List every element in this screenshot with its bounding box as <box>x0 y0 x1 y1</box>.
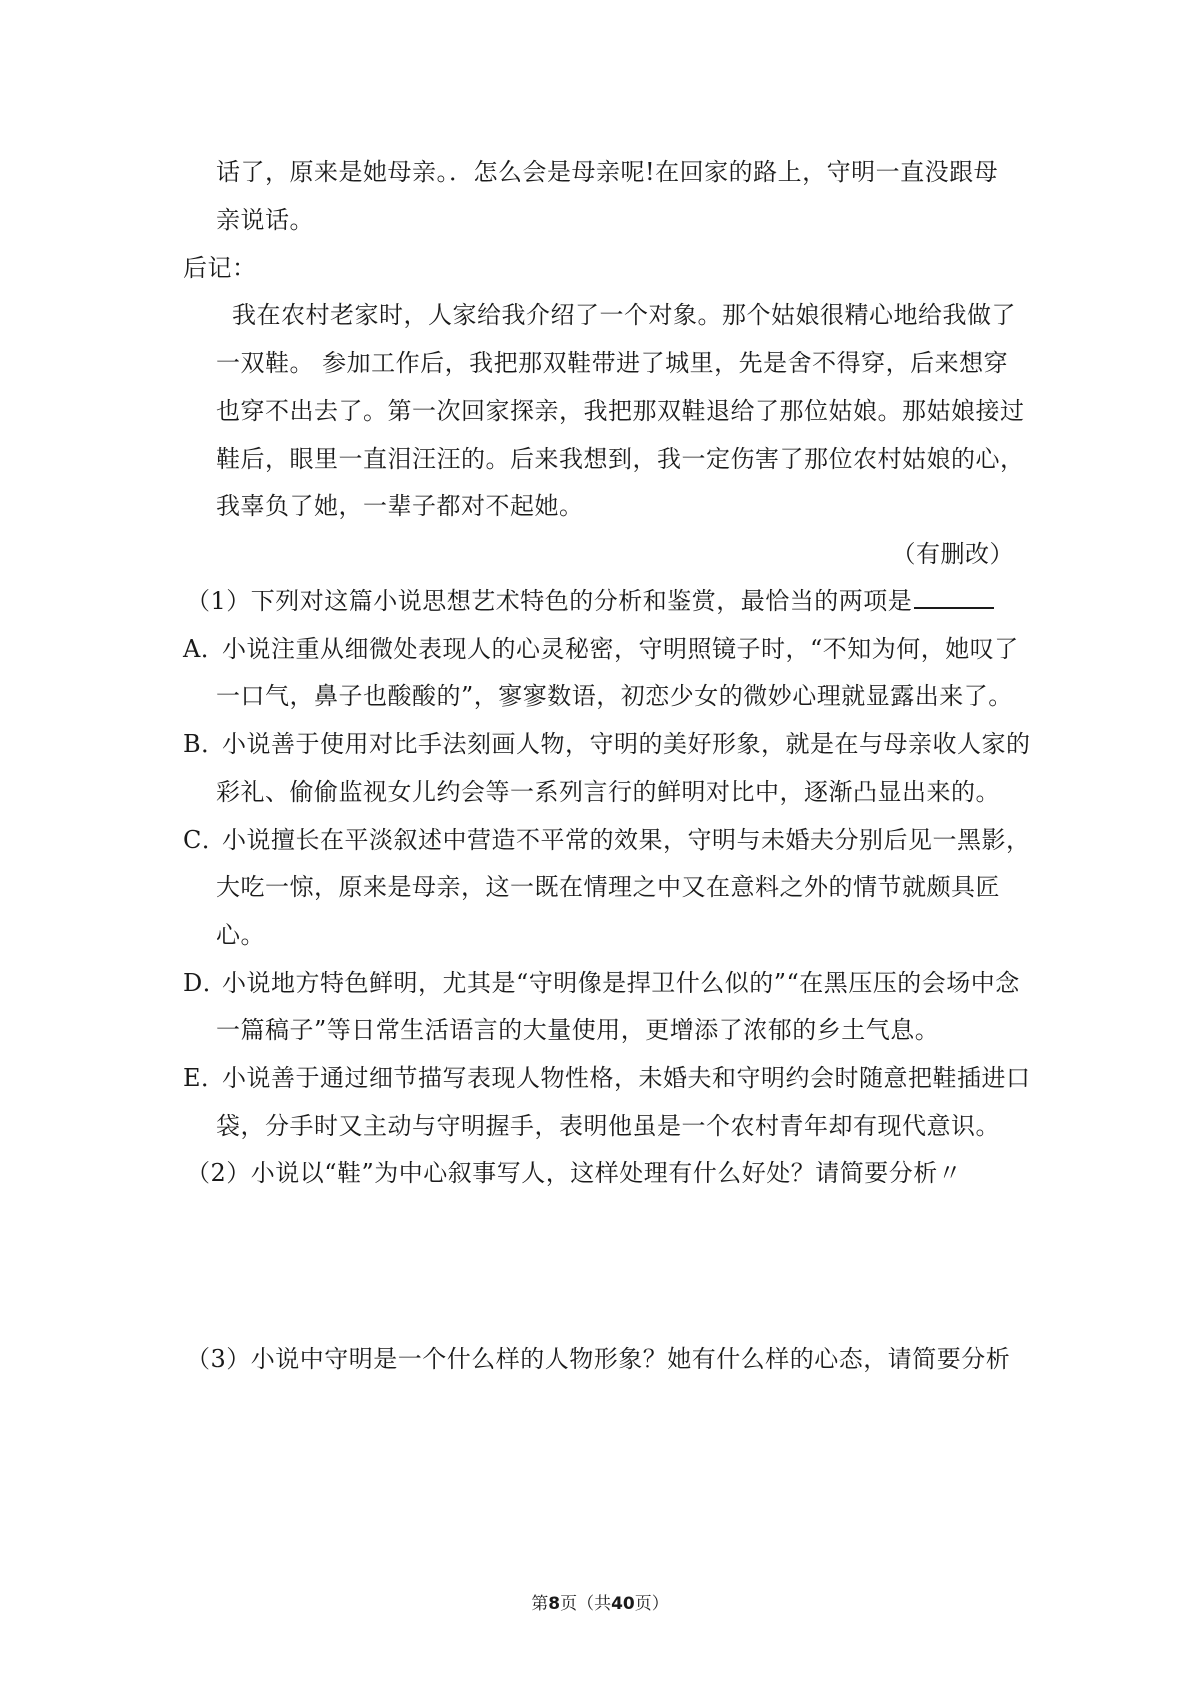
option-e-line: 袋，分手时又主动与守明握手，表明他虽是一个农村青年却有现代意识。 <box>216 1112 1000 1140</box>
afterword-line: 也穿不出去了。第一次回家探亲，我把那双鞋退给了那位姑娘。那姑娘接过 <box>216 397 1025 425</box>
answer-blank <box>914 585 994 609</box>
option-d-label: D． <box>183 969 228 997</box>
question-1-text: （1）下列对这篇小说思想艺术特色的分析和鉴赏，最恰当的两项是 <box>186 587 913 615</box>
option-c-label: C． <box>183 826 227 854</box>
question-2: （2）小说以“鞋”为中心叙事写人，这样处理有什么好处？请简要分析〃 <box>186 1159 963 1187</box>
afterword-line: 我在农村老家时，人家给我介绍了一个对象。那个姑娘很精心地给我做了 <box>232 301 1016 329</box>
option-b-label: B． <box>183 730 226 758</box>
option-e-label: E． <box>183 1064 226 1092</box>
source-note: （有删改） <box>891 540 1014 568</box>
afterword-line: 我辜负了她，一辈子都对不起她。 <box>216 492 584 520</box>
footer-middle: 页（共 <box>560 1594 612 1614</box>
option-b-line: 彩礼、偷偷监视女儿约会等一系列言行的鲜明对比中，逐渐凸显出来的。 <box>216 778 1000 806</box>
option-d-line: 一篇稿子”等日常生活语言的大量使用，更增添了浓郁的乡土气息。 <box>216 1016 940 1044</box>
page-footer <box>0 1592 1200 1616</box>
option-c-line: 小说擅长在平淡叙述中营造不平常的效果，守明与未婚夫分别后见一黑影， <box>222 826 1031 854</box>
option-c-line: 大吃一惊，原来是母亲，这一既在情理之中又在意料之外的情节就颇具匠 <box>216 873 1000 901</box>
option-c-line: 心。 <box>216 921 265 949</box>
option-a-line: 小说注重从细微处表现人的心灵秘密，守明照镜子时，“不知为何，她叹了 <box>222 635 1019 663</box>
option-a-line: 一口气，鼻子也酸酸的”，寥寥数语，初恋少女的微妙心理就显露出来了。 <box>216 682 1013 710</box>
option-a-label: A． <box>183 635 226 663</box>
option-e-line: 小说善于通过细节描写表现人物性格，未婚夫和守明约会时随意把鞋插进口 <box>222 1064 1031 1092</box>
question-3: （3）小说中守明是一个什么样的人物形象？她有什么样的心态，请简要分析 <box>186 1345 1011 1373</box>
afterword-line: 一双鞋。 参加工作后，我把那双鞋带进了城里，先是舍不得穿，后来想穿 <box>216 349 1009 377</box>
option-b-line: 小说善于使用对比手法刻画人物，守明的美好形象，就是在与母亲收人家的 <box>222 730 1031 758</box>
total-pages: 40 <box>611 1594 635 1614</box>
page-number: 8 <box>548 1594 561 1614</box>
footer-prefix: 第 <box>531 1594 549 1614</box>
story-line: 亲说话。 <box>216 206 314 234</box>
option-d-line: 小说地方特色鲜明，尤其是“守明像是捍卫什么似的”“在黑压压的会场中念 <box>222 969 1020 997</box>
question-1-stem <box>186 584 994 618</box>
afterword-line: 鞋后，眼里一直泪汪汪的。后来我想到，我一定伤害了那位农村姑娘的心， <box>216 445 1025 473</box>
story-line: 话了，原来是她母亲。．怎么会是母亲呢!在回家的路上，守明一直没跟母 <box>216 158 999 186</box>
footer-suffix: 页） <box>634 1594 669 1614</box>
afterword-heading: 后记： <box>183 254 257 282</box>
